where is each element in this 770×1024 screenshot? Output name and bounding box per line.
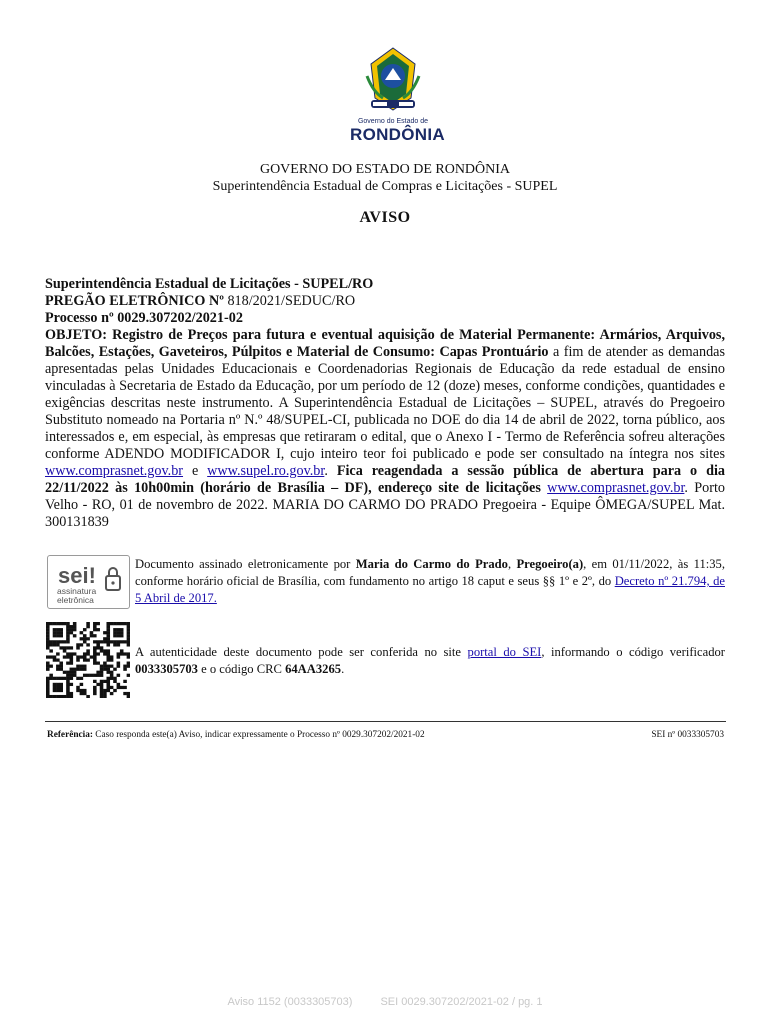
seal-sub1: assinatura [57,586,97,596]
page-footer [0,996,770,1008]
reference-text: Caso responda este(a) Aviso, indicar expressamente o Processo nº 0029.307202/2021-02 [92,730,425,740]
body-org: Superintendência Estadual de Licitações - SUPEL/RO [45,276,374,292]
body-text-2: e [183,463,208,479]
link-comprasnet[interactable]: www.comprasnet.gov.br [45,463,184,479]
seal-sub2: eletrônica [57,595,94,605]
signature-text-1: Documento assinado eletronicamente por [135,557,356,571]
body-processo: Processo nº 0029.307202/2021-02 [45,310,243,326]
crc-code: 64AA3265 [285,662,342,676]
verification-code: 0033305703 [135,662,198,676]
government-logo [350,46,445,150]
auth-text-3: e o código CRC [197,662,286,676]
header-government: GOVERNO DO ESTADO DE RONDÔNIA [259,162,511,177]
notice-body [45,276,725,531]
footer-page-info: SEI 0029.307202/2021-02 / pg. 1 [380,996,543,1008]
logo-state-name: RONDÔNIA [350,125,445,144]
coat-of-arms-icon [363,46,423,116]
body-reschedule: Fica reagendada a sessão pública de abertura para o dia 22/11/2022 às 10h00min (horário de Brasília – DF), endereço site de licitações [45,463,725,496]
header-agency: Superintendência Estadual de Compras e Licitações - SUPEL [212,179,558,194]
lock-icon [106,568,120,590]
authenticity-text [135,644,725,678]
sei-number: SEI nº 0033305703 [651,730,724,740]
link-comprasnet-2[interactable]: www.comprasnet.gov.br [547,480,685,496]
qr-code-icon [46,622,130,698]
qr-code-graphic [46,622,130,698]
sei-logo-icon [48,556,129,608]
link-decree[interactable]: Decreto nº 21.794, de 5 Abril de 2017. [135,574,725,605]
body-text-3: . [324,463,337,479]
auth-text-2: , informando o código verificador [541,645,725,659]
signature-text [135,556,725,607]
signature-text-2: , [507,557,517,571]
body-objeto: OBJETO: Registro de Preços para futura e eventual aquisição de Material Permanente: Armários, Arquivos, Balcões, Estações, Gaveteiros, Púlpitos e Material de Consumo: Capas Prontuário [45,327,725,360]
seal-main-text: sei! [58,563,96,588]
link-supel[interactable]: www.supel.ro.gov.br [207,463,325,479]
logo-subtitle: Governo do Estado de [357,118,429,125]
body-pregao-value: 818/2021/SEDUC/RO [223,293,356,309]
signature-text-3: , em 01/11/2022, às 11:35, conforme horário oficial de Brasília, com fundamento no artigo 18 caput e seus §§ 1º e 2º, do [135,557,725,588]
sei-signature-seal [47,555,130,609]
auth-text-1: A autenticidade deste documento pode ser conferida no site [135,645,468,659]
signer-name: Maria do Carmo do Prado [355,557,508,571]
reference-label: Referência: [47,730,93,740]
reference-line [47,730,425,740]
auth-text-4: . [341,662,345,676]
divider [45,721,726,722]
document-title: AVISO [359,209,411,226]
body-pregao-label: PREGÃO ELETRÔNICO Nº [45,293,224,309]
signer-role: Pregoeiro(a) [516,557,584,571]
body-text-1: a fim de atender as demandas apresentadas pelas Unidades Educacionais e Coordenadorias Regionais de Educação da rede estadual de ensino vinculadas à Secretaria de Estado da Educação, por um período de 12 (doze) meses, conforme condições, quantidades e exigências descritas neste instrumento. A Superintendência Estadual de Licitações – SUPEL, através do Pregoeiro Substituto nomeado na Portaria nº N.º 48/SUPEL-CI, publicada no DOE do dia 14 de abril de 2022, torna público, aos interessados e, em especial, às empresas que retiraram o edital, que o Anexo I - Termo de Referência sofreu alterações conforme ADENDO MODIFICADOR I, cujo inteiro teor foi publicado e pode ser consultado na íntegra nos sites [45,344,725,462]
footer-doc-id: Aviso 1152 (0033305703) [227,996,353,1008]
link-portal-sei[interactable]: portal do SEI [467,645,542,659]
body-text-5: . Porto Velho - RO, 01 de novembro de 2022. MARIA DO CARMO DO PRADO Pregoeira - Equipe ÔMEGA/SUPEL Mat. 300131839 [45,480,726,530]
